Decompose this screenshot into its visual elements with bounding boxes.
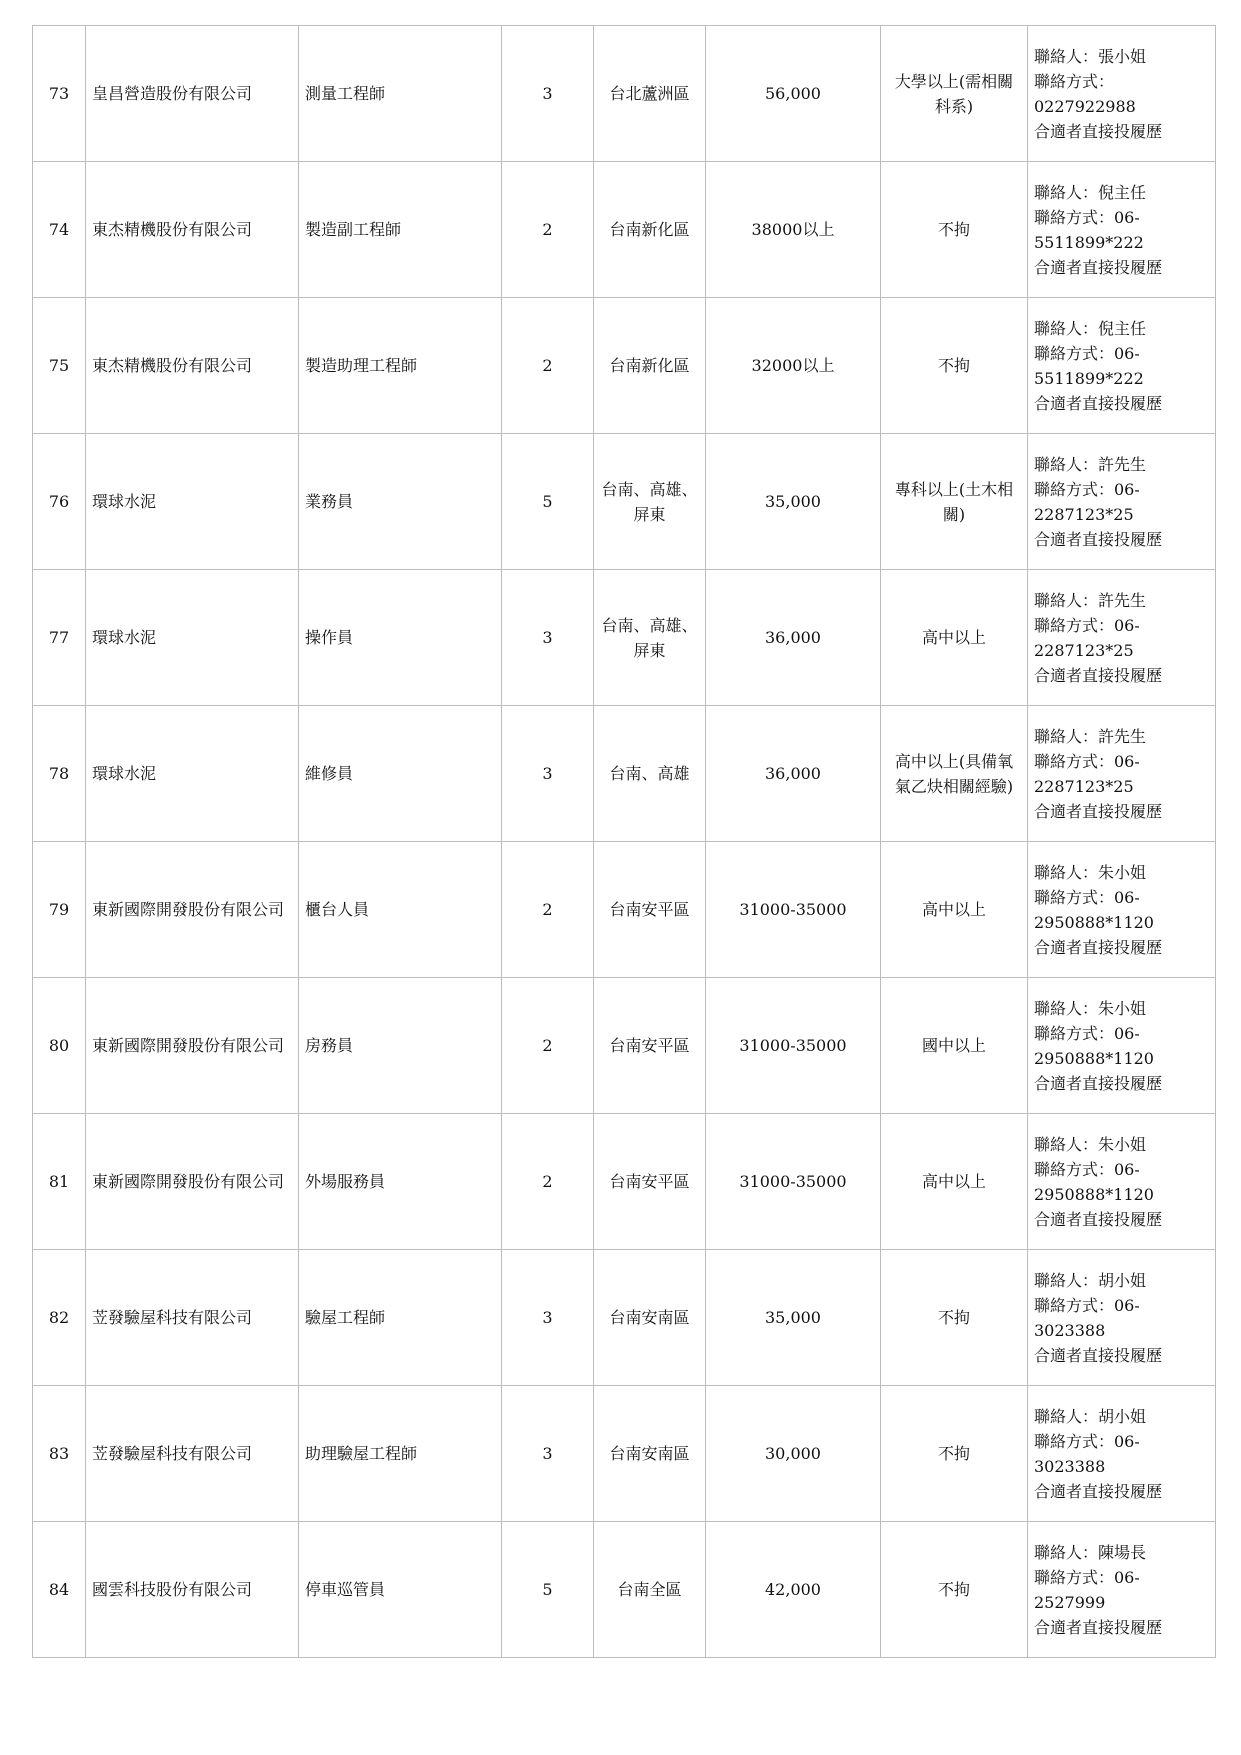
apply-note: 合適者直接投履歷 xyxy=(1034,1345,1163,1365)
row-number: 73 xyxy=(33,26,86,162)
salary: 36,000 xyxy=(706,570,881,706)
education-requirement: 不拘 xyxy=(881,1386,1028,1522)
contact-name: 聯絡人：朱小姐 xyxy=(1034,998,1147,1018)
contact-name: 聯絡人：陳場長 xyxy=(1034,1542,1147,1562)
row-number: 84 xyxy=(33,1522,86,1658)
contact-method: 聯絡方式：06- xyxy=(1034,1295,1140,1315)
apply-note: 合適者直接投履歷 xyxy=(1034,665,1163,685)
row-number: 75 xyxy=(33,298,86,434)
work-area: 台南、高雄、屏東 xyxy=(594,570,706,706)
row-number: 81 xyxy=(33,1114,86,1250)
work-area: 台北蘆洲區 xyxy=(594,26,706,162)
salary: 35,000 xyxy=(706,1250,881,1386)
salary: 42,000 xyxy=(706,1522,881,1658)
company-name: 東新國際開發股份有限公司 xyxy=(86,842,299,978)
apply-note: 合適者直接投履歷 xyxy=(1034,1481,1163,1501)
education-requirement: 高中以上 xyxy=(881,1114,1028,1250)
education-requirement: 專科以上(土木相關) xyxy=(881,434,1028,570)
contact-method: 聯絡方式：06- xyxy=(1034,887,1140,907)
company-name: 皇昌營造股份有限公司 xyxy=(86,26,299,162)
job-rows xyxy=(33,26,1216,1658)
contact-method: 聯絡方式：06- xyxy=(1034,207,1140,227)
apply-note: 合適者直接投履歷 xyxy=(1034,937,1163,957)
company-name: 東新國際開發股份有限公司 xyxy=(86,1114,299,1250)
table-row xyxy=(33,978,1216,1114)
salary: 31000-35000 xyxy=(706,842,881,978)
contact-info xyxy=(1028,1522,1216,1658)
contact-info xyxy=(1028,1114,1216,1250)
education-requirement: 高中以上 xyxy=(881,842,1028,978)
salary: 36,000 xyxy=(706,706,881,842)
row-number: 79 xyxy=(33,842,86,978)
job-title: 製造副工程師 xyxy=(299,162,502,298)
salary: 32000以上 xyxy=(706,298,881,434)
contact-phone: 2950888*1120 xyxy=(1034,912,1154,932)
contact-name: 聯絡人：胡小姐 xyxy=(1034,1406,1147,1426)
contact-phone: 3023388 xyxy=(1034,1456,1106,1476)
salary: 35,000 xyxy=(706,434,881,570)
contact-name: 聯絡人：倪主任 xyxy=(1034,182,1147,202)
job-title: 業務員 xyxy=(299,434,502,570)
education-requirement: 國中以上 xyxy=(881,978,1028,1114)
row-number: 80 xyxy=(33,978,86,1114)
company-name: 環球水泥 xyxy=(86,434,299,570)
contact-phone: 2950888*1120 xyxy=(1034,1184,1154,1204)
row-number: 83 xyxy=(33,1386,86,1522)
row-number: 76 xyxy=(33,434,86,570)
education-requirement: 不拘 xyxy=(881,1250,1028,1386)
apply-note: 合適者直接投履歷 xyxy=(1034,529,1163,549)
salary: 31000-35000 xyxy=(706,978,881,1114)
company-name: 環球水泥 xyxy=(86,570,299,706)
company-name: 東杰精機股份有限公司 xyxy=(86,162,299,298)
education-requirement: 不拘 xyxy=(881,162,1028,298)
salary: 31000-35000 xyxy=(706,1114,881,1250)
headcount: 2 xyxy=(502,978,594,1114)
table-row xyxy=(33,570,1216,706)
contact-phone: 5511899*222 xyxy=(1034,232,1144,252)
work-area: 台南新化區 xyxy=(594,162,706,298)
contact-name: 聯絡人：許先生 xyxy=(1034,590,1147,610)
contact-method: 聯絡方式：06- xyxy=(1034,1431,1140,1451)
job-title: 櫃台人員 xyxy=(299,842,502,978)
contact-method: 聯絡方式：06- xyxy=(1034,615,1140,635)
company-name: 東新國際開發股份有限公司 xyxy=(86,978,299,1114)
apply-note: 合適者直接投履歷 xyxy=(1034,393,1163,413)
contact-phone: 3023388 xyxy=(1034,1320,1106,1340)
contact-phone: 5511899*222 xyxy=(1034,368,1144,388)
job-title: 維修員 xyxy=(299,706,502,842)
work-area: 台南安平區 xyxy=(594,1114,706,1250)
table-row xyxy=(33,298,1216,434)
contact-phone: 0227922988 xyxy=(1034,96,1136,116)
salary: 56,000 xyxy=(706,26,881,162)
job-title: 製造助理工程師 xyxy=(299,298,502,434)
apply-note: 合適者直接投履歷 xyxy=(1034,801,1163,821)
table-row xyxy=(33,434,1216,570)
job-title: 助理驗屋工程師 xyxy=(299,1386,502,1522)
work-area: 台南安平區 xyxy=(594,978,706,1114)
contact-phone: 2950888*1120 xyxy=(1034,1048,1154,1068)
contact-info xyxy=(1028,978,1216,1114)
contact-info xyxy=(1028,298,1216,434)
job-title: 操作員 xyxy=(299,570,502,706)
headcount: 5 xyxy=(502,1522,594,1658)
contact-info xyxy=(1028,570,1216,706)
headcount: 3 xyxy=(502,706,594,842)
work-area: 台南、高雄、屏東 xyxy=(594,434,706,570)
contact-phone: 2287123*25 xyxy=(1034,640,1134,660)
table-row xyxy=(33,1386,1216,1522)
contact-method: 聯絡方式：06- xyxy=(1034,1023,1140,1043)
table-row xyxy=(33,1114,1216,1250)
contact-method: 聯絡方式：06- xyxy=(1034,1567,1140,1587)
contact-method: 聯絡方式：06- xyxy=(1034,479,1140,499)
education-requirement: 不拘 xyxy=(881,1522,1028,1658)
company-name: 苙發驗屋科技有限公司 xyxy=(86,1250,299,1386)
company-name: 國雲科技股份有限公司 xyxy=(86,1522,299,1658)
table-row xyxy=(33,706,1216,842)
contact-phone: 2527999 xyxy=(1034,1592,1106,1612)
contact-info xyxy=(1028,162,1216,298)
headcount: 3 xyxy=(502,26,594,162)
contact-info xyxy=(1028,706,1216,842)
table-row xyxy=(33,162,1216,298)
work-area: 台南新化區 xyxy=(594,298,706,434)
headcount: 3 xyxy=(502,1250,594,1386)
contact-phone: 2287123*25 xyxy=(1034,504,1134,524)
contact-name: 聯絡人：許先生 xyxy=(1034,454,1147,474)
company-name: 環球水泥 xyxy=(86,706,299,842)
row-number: 74 xyxy=(33,162,86,298)
education-requirement: 高中以上 xyxy=(881,570,1028,706)
apply-note: 合適者直接投履歷 xyxy=(1034,1073,1163,1093)
education-requirement: 高中以上(具備氧氣乙炔相關經驗) xyxy=(881,706,1028,842)
job-title: 驗屋工程師 xyxy=(299,1250,502,1386)
contact-info xyxy=(1028,1250,1216,1386)
row-number: 82 xyxy=(33,1250,86,1386)
work-area: 台南、高雄 xyxy=(594,706,706,842)
headcount: 2 xyxy=(502,1114,594,1250)
apply-note: 合適者直接投履歷 xyxy=(1034,1209,1163,1229)
salary: 38000以上 xyxy=(706,162,881,298)
contact-info xyxy=(1028,434,1216,570)
contact-info xyxy=(1028,1386,1216,1522)
table-row xyxy=(33,1522,1216,1658)
headcount: 2 xyxy=(502,162,594,298)
contact-name: 聯絡人：朱小姐 xyxy=(1034,1134,1147,1154)
education-requirement: 不拘 xyxy=(881,298,1028,434)
job-title: 停車巡管員 xyxy=(299,1522,502,1658)
headcount: 2 xyxy=(502,842,594,978)
table-row xyxy=(33,1250,1216,1386)
work-area: 台南安南區 xyxy=(594,1386,706,1522)
row-number: 78 xyxy=(33,706,86,842)
contact-info xyxy=(1028,842,1216,978)
contact-method: 聯絡方式： xyxy=(1034,71,1115,91)
table-row xyxy=(33,842,1216,978)
contact-method: 聯絡方式：06- xyxy=(1034,751,1140,771)
salary: 30,000 xyxy=(706,1386,881,1522)
contact-method: 聯絡方式：06- xyxy=(1034,343,1140,363)
headcount: 5 xyxy=(502,434,594,570)
work-area: 台南安平區 xyxy=(594,842,706,978)
education-requirement: 大學以上(需相關科系) xyxy=(881,26,1028,162)
row-number: 77 xyxy=(33,570,86,706)
contact-method: 聯絡方式：06- xyxy=(1034,1159,1140,1179)
apply-note: 合適者直接投履歷 xyxy=(1034,1617,1163,1637)
apply-note: 合適者直接投履歷 xyxy=(1034,121,1163,141)
headcount: 3 xyxy=(502,1386,594,1522)
headcount: 3 xyxy=(502,570,594,706)
contact-name: 聯絡人：胡小姐 xyxy=(1034,1270,1147,1290)
work-area: 台南全區 xyxy=(594,1522,706,1658)
apply-note: 合適者直接投履歷 xyxy=(1034,257,1163,277)
contact-name: 聯絡人：許先生 xyxy=(1034,726,1147,746)
contact-info xyxy=(1028,26,1216,162)
company-name: 東杰精機股份有限公司 xyxy=(86,298,299,434)
contact-name: 聯絡人：張小姐 xyxy=(1034,46,1147,66)
table-row xyxy=(33,26,1216,162)
contact-name: 聯絡人：朱小姐 xyxy=(1034,862,1147,882)
job-title: 測量工程師 xyxy=(299,26,502,162)
job-title: 外場服務員 xyxy=(299,1114,502,1250)
headcount: 2 xyxy=(502,298,594,434)
contact-phone: 2287123*25 xyxy=(1034,776,1134,796)
job-title: 房務員 xyxy=(299,978,502,1114)
contact-name: 聯絡人：倪主任 xyxy=(1034,318,1147,338)
job-listings-table xyxy=(32,25,1216,1658)
work-area: 台南安南區 xyxy=(594,1250,706,1386)
company-name: 苙發驗屋科技有限公司 xyxy=(86,1386,299,1522)
